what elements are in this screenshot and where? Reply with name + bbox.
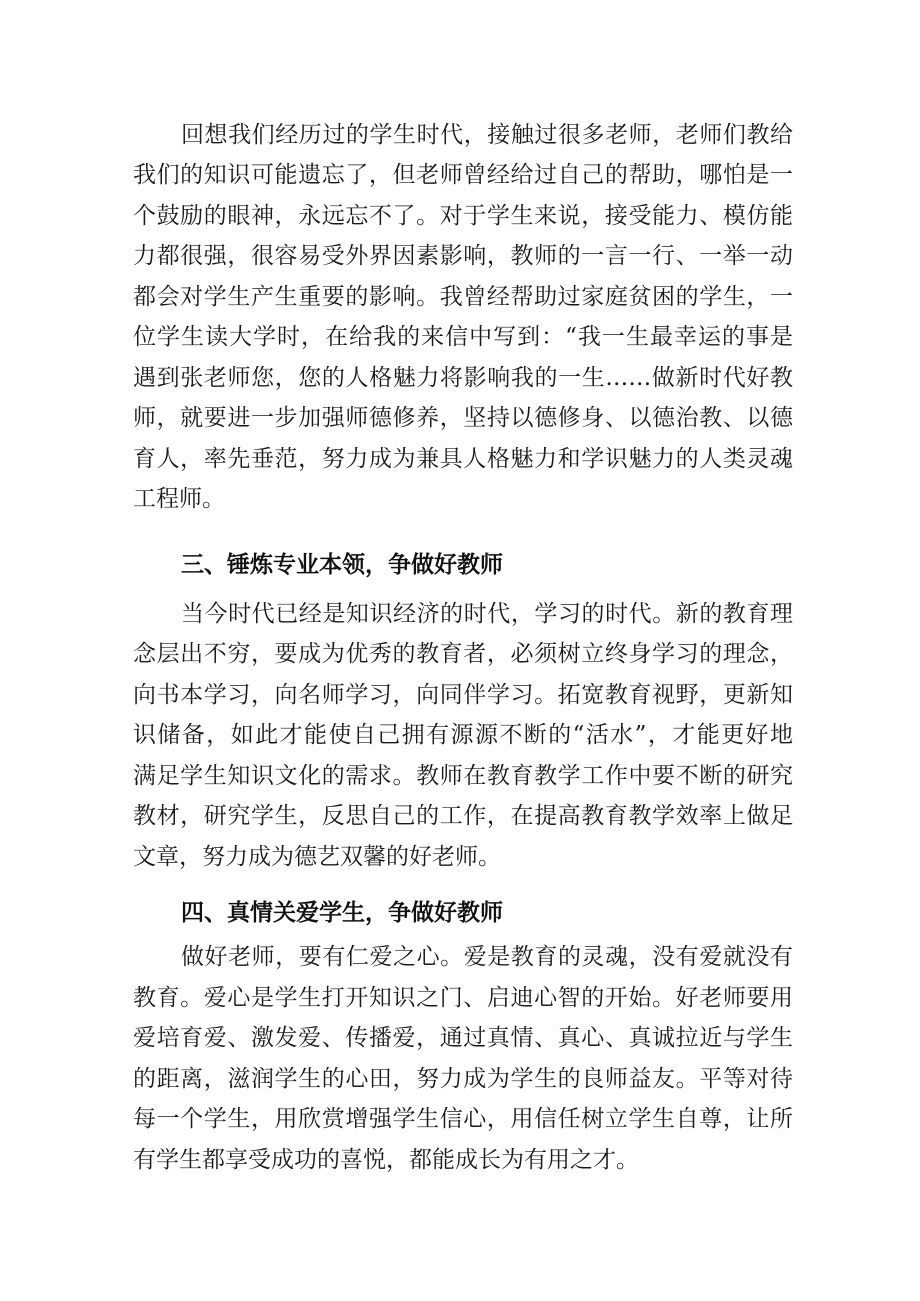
paragraph-line: 当今时代已经是知识经济的时代，学习的时代。新的教育理 <box>181 601 793 627</box>
paragraph-line: 教材，研究学生，反思自己的工作，在提高教育教学效率上做足 <box>133 803 793 829</box>
paragraph-line: 满足学生知识文化的需求。教师在教育教学工作中要不断的研究 <box>133 763 793 789</box>
section-heading: 三、锤炼专业本领，争做好教师 <box>181 552 503 578</box>
paragraph-line: 工程师。 <box>133 486 225 512</box>
paragraph-line: 力都很强，很容易受外界因素影响，教师的一言一行、一举一动 <box>133 243 793 269</box>
paragraph-line: 的距离，滋润学生的心田，努力成为学生的良师益友。平等对待 <box>133 1066 793 1092</box>
paragraph-line: 位学生读大学时，在给我的来信中写到：“我一生最幸运的事是 <box>133 324 793 350</box>
paragraph-line: 教育。爱心是学生打开知识之门、启迪心智的开始。好老师要用 <box>133 985 793 1011</box>
section-heading: 四、真情关爱学生，争做好教师 <box>181 900 503 926</box>
paragraph-line: 做好老师，要有仁爱之心。爱是教育的灵魂，没有爱就没有 <box>181 944 793 970</box>
paragraph-line: 遇到张老师您，您的人格魅力将影响我的一生……做新时代好教 <box>133 365 793 391</box>
paragraph-line: 每一个学生，用欣赏增强学生信心，用信任树立学生自尊，让所 <box>133 1106 793 1132</box>
paragraph-line: 我们的知识可能遗忘了，但老师曾经给过自己的帮助，哪怕是一 <box>133 162 793 188</box>
paragraph-line: 师，就要进一步加强师德修养，坚持以德修身、以德治教、以德 <box>133 405 793 431</box>
paragraph-line: 文章，努力成为德艺双馨的好老师。 <box>133 844 501 870</box>
paragraph-line: 向书本学习，向名师学习，向同伴学习。拓宽教育视野，更新知 <box>133 682 793 708</box>
paragraph-line: 念层出不穷，要成为优秀的教育者，必须树立终身学习的理念， <box>133 641 793 667</box>
paragraph-line: 识储备，如此才能使自己拥有源源不断的“活水”，才能更好地 <box>133 722 793 748</box>
paragraph-line: 有学生都享受成功的喜悦，都能成长为有用之才。 <box>133 1147 639 1173</box>
paragraph-line: 回想我们经历过的学生时代，接触过很多老师，老师们教给 <box>181 122 793 148</box>
paragraph-line: 育人，率先垂范，努力成为兼具人格魅力和学识魅力的人类灵魂 <box>133 446 793 472</box>
paragraph-line: 爱培育爱、激发爱、传播爱，通过真情、真心、真诚拉近与学生 <box>133 1025 793 1051</box>
paragraph-line: 个鼓励的眼神，永远忘不了。对于学生来说，接受能力、模仿能 <box>133 203 793 229</box>
paragraph-line: 都会对学生产生重要的影响。我曾经帮助过家庭贫困的学生，一 <box>133 284 793 310</box>
